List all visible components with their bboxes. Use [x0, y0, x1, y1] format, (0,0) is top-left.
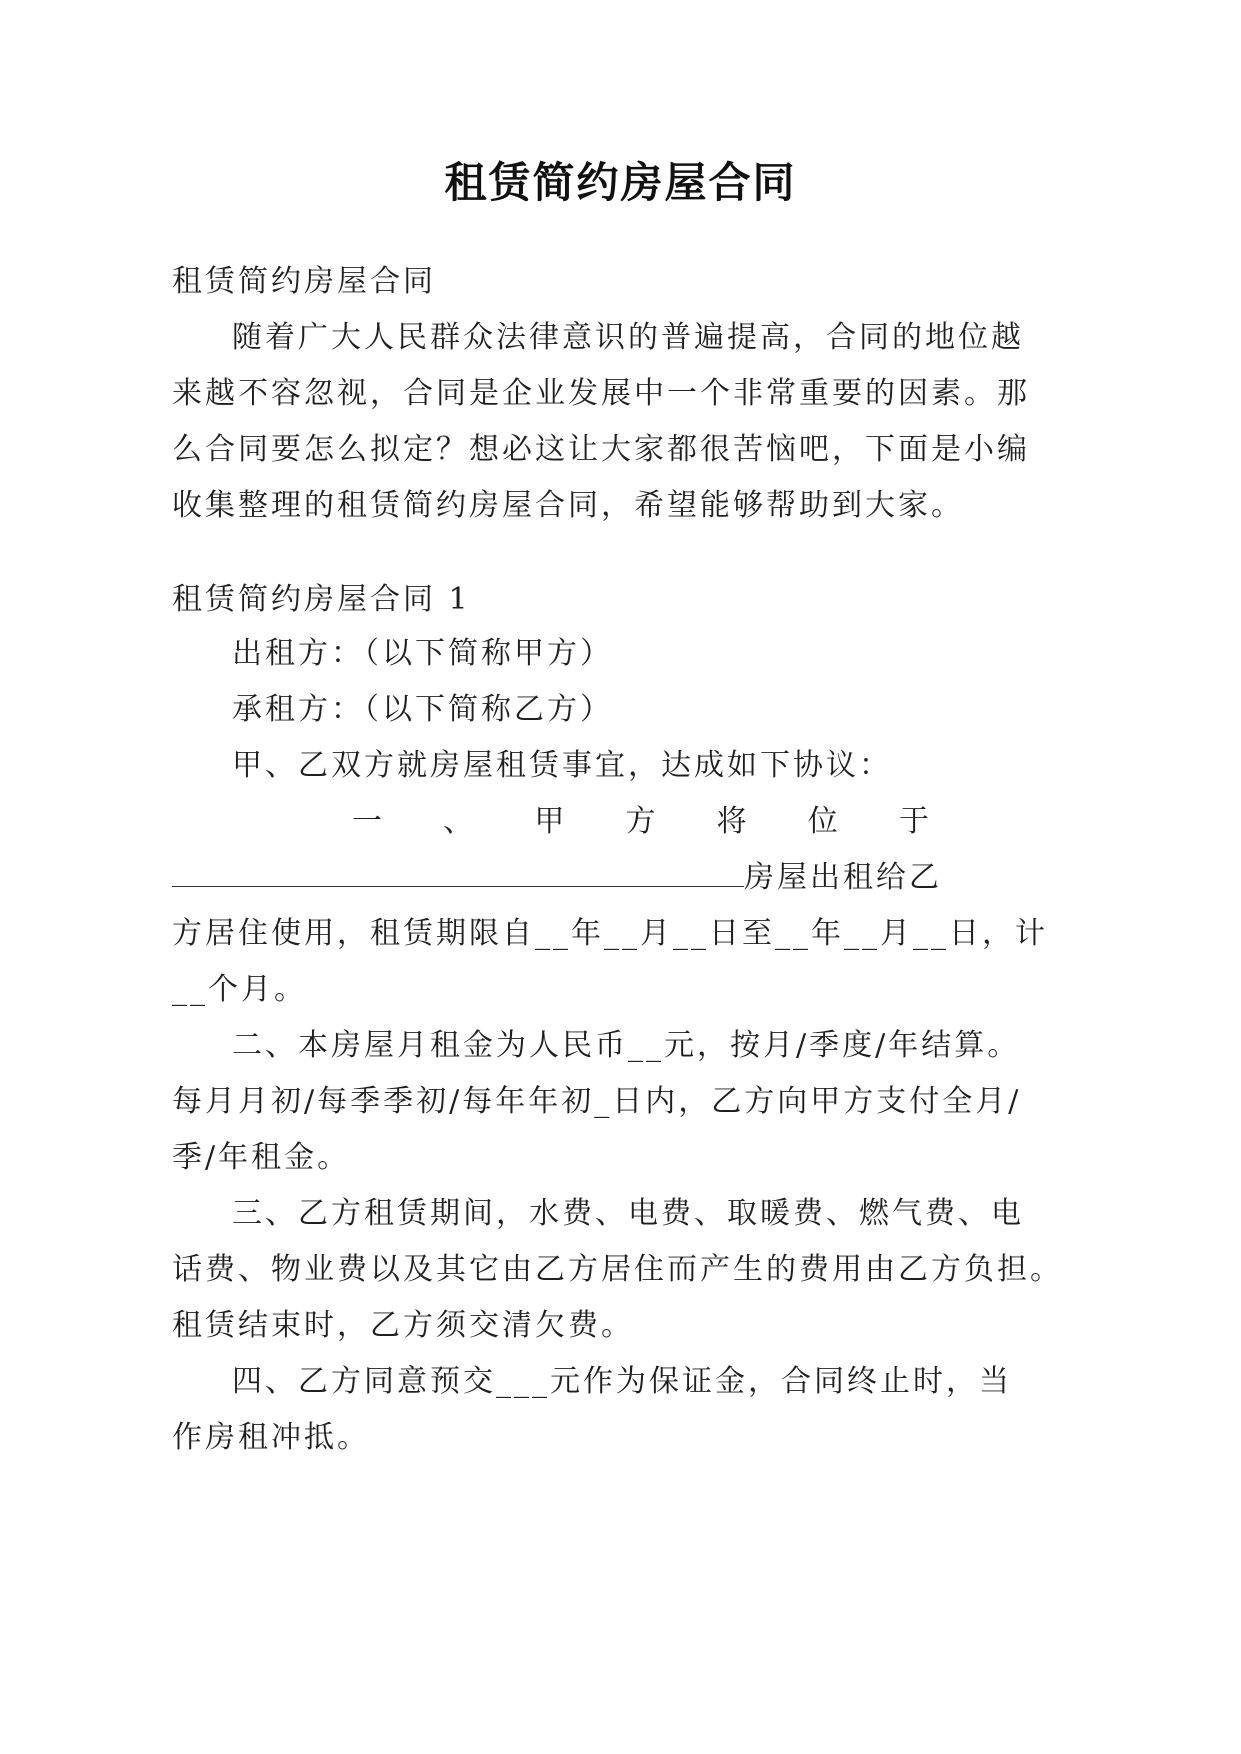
- clause-4-line-2: 作房租冲抵。: [172, 1420, 370, 1455]
- page-title: 租赁简约房屋合同: [444, 158, 797, 207]
- clause-1-char: 甲: [534, 804, 568, 839]
- clause-1-line-1: [352, 802, 932, 842]
- address-blank: [172, 858, 744, 887]
- clause-4-line-1: 四、乙方同意预交___元作为保证金，合同终止时，当: [232, 1364, 1012, 1399]
- clause-1-line-4: __个月。: [172, 972, 307, 1007]
- clause-1-char: 一: [352, 804, 385, 839]
- section-heading: 租赁简约房屋合同 1: [172, 582, 471, 617]
- clause-1-char: 位: [807, 804, 841, 839]
- agreement-intro: 甲、乙双方就房屋租赁事宜，达成如下协议：: [232, 748, 892, 783]
- clause-1-char: 于: [898, 804, 932, 839]
- clause-1-char: 、: [443, 804, 477, 839]
- lessor-line: 出租方：（以下简称甲方）: [232, 636, 613, 671]
- clause-2-line-1: 二、本房屋月租金为人民币__元，按月/季度/年结算。: [232, 1028, 1021, 1063]
- clause-2-line-3: 季/年租金。: [172, 1140, 351, 1175]
- clause-1-char: 将: [716, 804, 750, 839]
- clause-3-line-3: 租赁结束时，乙方须交清欠费。: [172, 1308, 634, 1343]
- clause-3-line-1: 三、乙方租赁期间，水费、电费、取暖费、燃气费、电: [232, 1196, 1024, 1231]
- clause-1-line-3: 方居住使用，租赁期限自__年__月__日至__年__月__日，计: [172, 916, 1048, 951]
- intro-line-2: 来越不容忽视，合同是企业发展中一个非常重要的因素。那: [172, 376, 1030, 411]
- clause-3-line-2: 话费、物业费以及其它由乙方居住而产生的费用由乙方负担。: [172, 1252, 1063, 1287]
- clause-1-char: 方: [625, 804, 659, 839]
- clause-2-line-2: 每月月初/每季季初/每年年初_日内，乙方向甲方支付全月/: [172, 1084, 1022, 1119]
- lessee-line: 承租方：（以下简称乙方）: [232, 692, 613, 727]
- intro-line-4: 收集整理的租赁简约房屋合同，希望能够帮助到大家。: [172, 488, 964, 523]
- intro-line-3: 么合同要怎么拟定？想必这让大家都很苦恼吧，下面是小编: [172, 432, 1030, 467]
- clause-1-line-2: [172, 858, 942, 898]
- clause-1-line-2-text: 房屋出租给乙: [744, 860, 942, 895]
- document-subtitle: 租赁简约房屋合同: [172, 264, 436, 299]
- intro-line-1: 随着广大人民群众法律意识的普遍提高，合同的地位越: [232, 320, 1024, 355]
